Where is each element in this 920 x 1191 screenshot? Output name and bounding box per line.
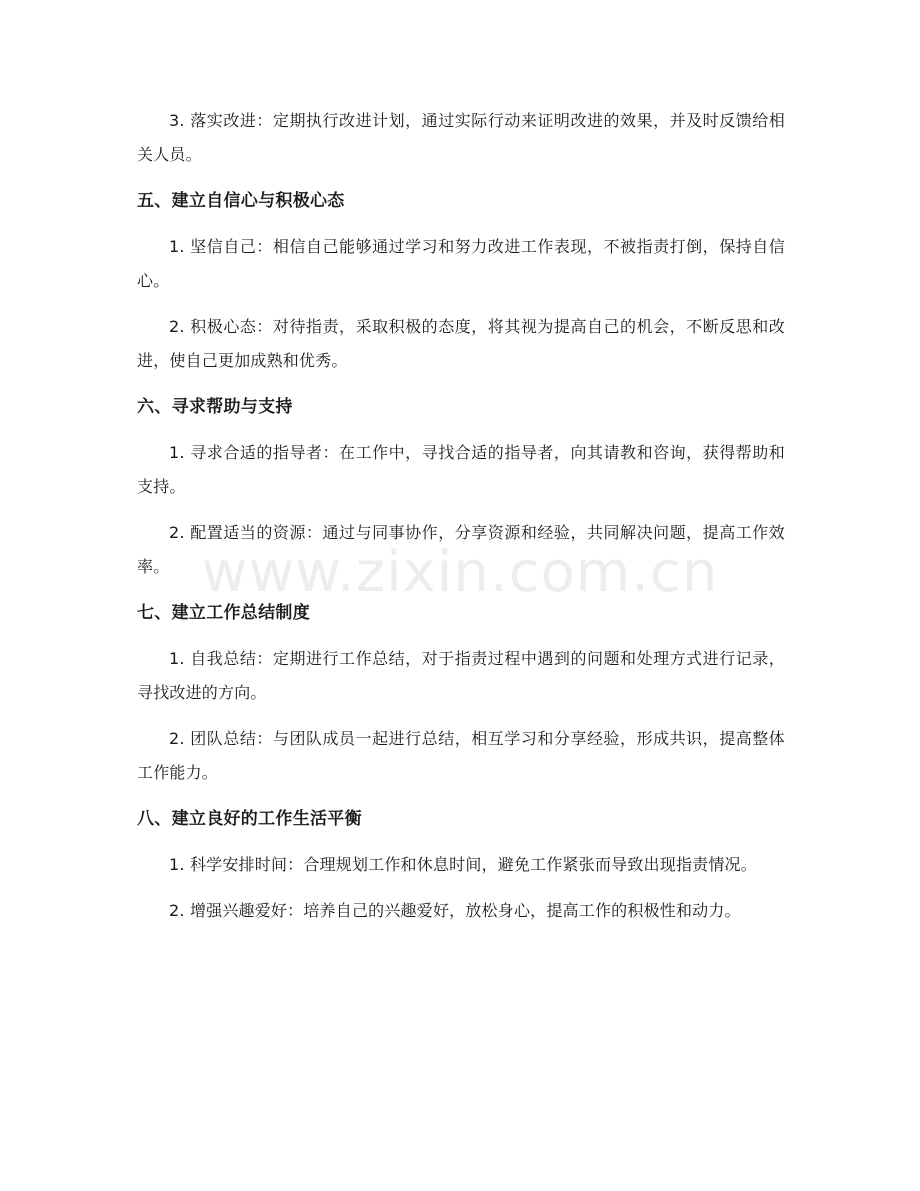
document-body (137, 104, 785, 940)
paragraph: 3. 落实改进：定期执行改进计划，通过实际行动来证明改进的效果，并及时反馈给相关人员。 (137, 111, 785, 164)
section-heading: 七、建立工作总结制度 (137, 603, 310, 623)
paragraph: 1. 寻求合适的指导者：在工作中，寻找合适的指导者，向其请教和咨询，获得帮助和支持。 (137, 443, 785, 496)
paragraph: 1. 坚信自己：相信自己能够通过学习和努力改进工作表现，不被指责打倒，保持自信心。 (137, 237, 785, 290)
paragraph: 2. 团队总结：与团队成员一起进行总结，相互学习和分享经验，形成共识，提高整体工作能力。 (137, 729, 785, 782)
paragraph: 2. 配置适当的资源：通过与同事协作，分享资源和经验，共同解决问题，提高工作效率。 (137, 523, 785, 576)
paragraph: 2. 积极心态：对待指责，采取积极的态度，将其视为提高自己的机会，不断反思和改进，使自己更加成熟和优秀。 (137, 317, 785, 370)
paragraph: 2. 增强兴趣爱好：培养自己的兴趣爱好，放松身心，提高工作的积极性和动力。 (169, 901, 741, 920)
section-heading: 六、寻求帮助与支持 (137, 397, 293, 417)
section-heading: 五、建立自信心与积极心态 (137, 191, 345, 211)
section-heading: 八、建立良好的工作生活平衡 (137, 809, 362, 829)
paragraph: 1. 科学安排时间：合理规划工作和休息时间，避免工作紧张而导致出现指责情况。 (169, 855, 757, 874)
watermark: www.zixin.com.cn (201, 540, 719, 605)
paragraph: 1. 自我总结：定期进行工作总结，对于指责过程中遇到的问题和处理方式进行记录，寻找改进的方向。 (137, 649, 785, 702)
